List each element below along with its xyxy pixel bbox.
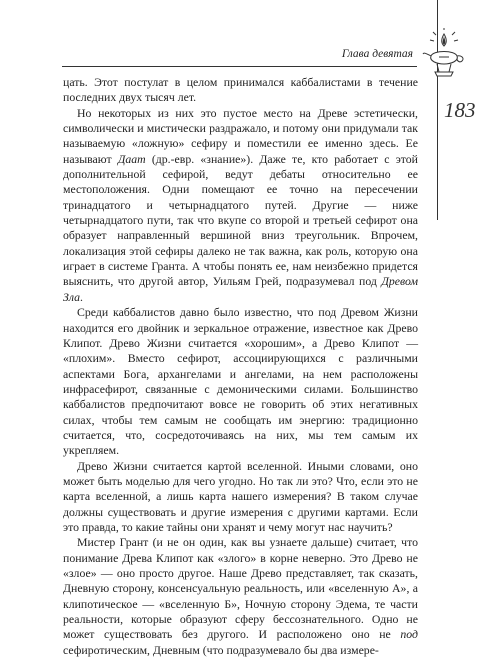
italic-term: Древом Зла (63, 274, 418, 304)
chapter-title: Глава девятая (341, 48, 413, 60)
paragraph (63, 459, 418, 536)
text-run: Среди каббалистов давно было известно, что под Древом Жизни находится его двойник и зеркальное отражение, известное как Древо Клипот. Древо Жизни считается «хорошим», а Древо Клипот — «плохим». Вместо сефирот, ассоциирующихся с различными аспектами Бога, архангелами и ангелами, на нем расположены инфрасефирот, связанные с демоническими силами. Большинство каббалистов предпочитают вовсе не говорить об этих негативных силах, чтобы тем самым не сообщать им энергию: традиционно считается, что, сосредоточиваясь на них, мы тем самым их укрепляем. (63, 305, 418, 458)
paragraph (63, 106, 418, 305)
text-run: Мистер Грант (и не он один, как вы узнаете дальше) считает, что понимание Древа Клипот как «злого» в корне неверно. Это Древо не «злое» — оно просто другое. Наше Древо представляет, так сказать, Дневную сторону, консенсуальную реальность, или «вселенную А», а клипотическое — «вселенную Б», Ночную сторону Эдема, те части реальности, которые образуют сферу бессознательного. Одно не может существовать без другого. И расположено оно не (63, 535, 418, 642)
paragraph (63, 75, 418, 106)
page-number: 183 (444, 98, 476, 122)
paragraph (63, 305, 418, 458)
italic-term: Даат (117, 151, 146, 166)
paragraph (63, 535, 418, 658)
text-run: сефиротическим, Дневным (что подразумевало бы два измере- (63, 642, 379, 657)
body-text (63, 75, 418, 658)
text-run: Но некоторых из них это пустое место на Древе эстетически, символически и мистически раздражало, и потому они придумали так называемую «ложную» сефиру и поместили ее именно здесь. Ее называют (63, 105, 418, 166)
text-run: Древо Жизни считается картой вселенной. Иными словами, оно может быть моделью для чего угодно. Но так ли это? Что, если это не карта вселенной, а лишь карта нашего измерения? В таком случае должны существовать и другие измерения с другими картами. Если это правда, то какие тайны они хранят и чему могут нас научить? (63, 458, 418, 534)
oil-lamp-icon (421, 28, 467, 92)
italic-term: под (400, 627, 418, 642)
text-run: цать. Этот постулат в целом принимался каббалистами в течение последних двух тысяч лет. (63, 75, 418, 105)
text-run: . (80, 289, 83, 304)
header-rule (62, 66, 417, 67)
text-run: (др.-евр. «знание»). Даже те, кто работает с этой дополнительной сефирой, ведут дебаты относительно ее местоположения. Одни помещают ее точно на пересечении тринадцатого и четырнадцатого путей. Другие — ниже четырнадцатого пути, так что вкупе со второй и третьей сефирот она образует направленный вершиной вниз треугольник. Впрочем, локализация этой сефиры далеко не так важна, как роль, которую она играет в системе Гранта. А чтобы понять ее, нам неизбежно придется выяснить, что другой автор, Уильям Грей, подразумевал под (63, 151, 418, 289)
